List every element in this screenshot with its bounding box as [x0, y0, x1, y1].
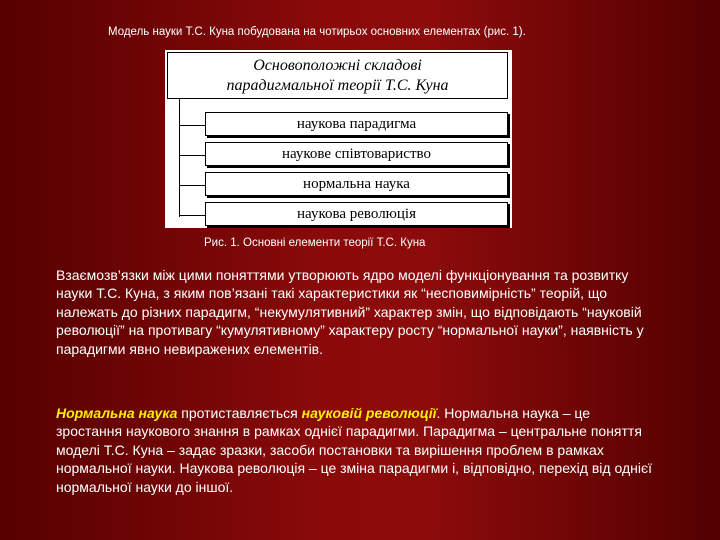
intro-caption: Модель науки Т.С. Куна побудована на чотирьох основних елементах (рис. 1). [108, 26, 526, 38]
diagram-connector-branch [179, 215, 205, 216]
diagram-header-line-1: Основоположні складові [253, 57, 422, 74]
paragraph-body-text: . Нормальна наука – це зростання наукового знання в рамках однієї парадигми. Парадигма – центральне поняття моделі Т.С. Куна – задає зразки, засоби постановки та вирішення проблем в рамках нормальної науки. Наукова революція – це зміна парадигми і, відповідно, перехід від однієї нормальної науки до іншої. [56, 405, 652, 495]
diagram-header [167, 52, 508, 99]
paragraph-relationships: Взаємозв’язки між цими поняттями утворюють ядро моделі функціонування та розвитку науки Т.С. Куна, з яким пов’язані такі характеристики як “несповимірність” теорій, що належать до різних парадигм, “некумулятивний” характер змін, що відповідають “науковій революції” на противагу “кумулятивному” характеру росту “нормальної науки”, наявність у парадигми явно невиражених елементів. [56, 267, 644, 357]
diagram-item-revolution: наукова революція [205, 202, 508, 226]
diagram-item-paradigm: наукова парадигма [205, 112, 508, 136]
term-normal-science: Нормальна наука [56, 405, 178, 421]
figure-caption: Рис. 1. Основні елементи теорії Т.С. Куна [204, 237, 426, 249]
paragraph-connector-text: протиставляється [177, 405, 302, 421]
diagram-header-line-2: парадигмальної теорії Т.С. Куна [226, 77, 449, 94]
term-scientific-revolution: науковій революції [301, 405, 437, 421]
kuhn-model-diagram [165, 50, 512, 228]
diagram-connector-branch [179, 155, 205, 156]
paragraph-normal-science [56, 404, 656, 496]
diagram-connector-branch [179, 125, 205, 126]
diagram-item-normal-science: нормальна наука [205, 172, 508, 196]
diagram-connector-stem [179, 99, 180, 217]
diagram-item-community: наукове співтовариство [205, 142, 508, 166]
diagram-connector-branch [179, 185, 205, 186]
